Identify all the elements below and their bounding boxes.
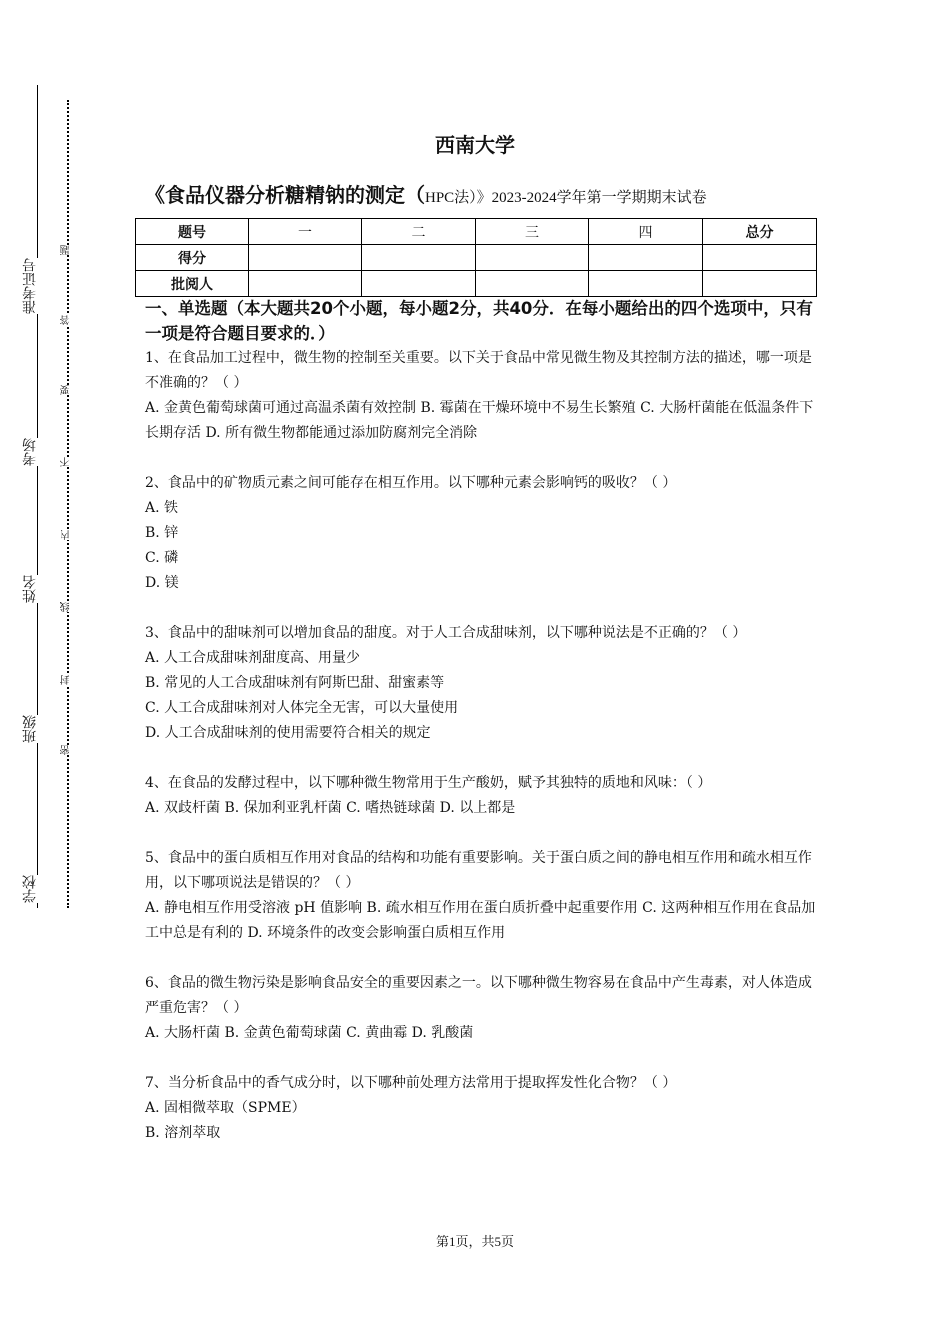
option-b: B. 常见的人工合成甜味剂有阿斯巴甜、甜蜜素等 (145, 675, 445, 691)
question-stem: 4、在食品的发酵过程中，以下哪种微生物常用于生产酸奶，赋予其独特的质地和风味：（ ） (145, 775, 712, 791)
question-stem: 6、食品的微生物污染是影响食品安全的重要因素之一。以下哪种微生物容易在食品中产生毒素，对人体造成严重危害？（ ） (145, 975, 812, 1016)
question-stem: 3、食品中的甜味剂可以增加食品的甜度。对于人工合成甜味剂，以下哪种说法是不正确的？（ ） (145, 625, 747, 641)
course-title (145, 180, 707, 213)
option-c: C. 磷 (145, 550, 179, 566)
question-options: A. 静电相互作用受溶液 pH 值影响 B. 疏水相互作用在蛋白质折叠中起重要作用 C. 这两种相互作用在食品加工中总是有利的 D. 环境条件的改变会影响蛋白质相互作用 (145, 900, 816, 941)
name-label: 姓名 (22, 575, 44, 603)
binding-line (37, 85, 38, 908)
question-1 (145, 346, 820, 446)
school-label: 学校 (22, 875, 44, 903)
seal-char: 要 (61, 385, 75, 395)
option-d: D. 镁 (145, 575, 179, 591)
question-stem: 2、食品中的矿物质元素之间可能存在相互作用。以下哪种元素会影响钙的吸收？（ ） (145, 475, 677, 491)
question-6 (145, 971, 820, 1046)
option-b: B. 溶剂萃取 (145, 1125, 221, 1141)
seal-char: 线 (61, 602, 75, 612)
header-cell: 总分 (703, 219, 817, 245)
question-4 (145, 771, 820, 821)
seal-char: 不 (61, 457, 75, 467)
header-cell: 题号 (136, 219, 249, 245)
score-table (135, 218, 817, 297)
option-a: A. 铁 (145, 500, 179, 516)
header-cell: 三 (476, 219, 589, 245)
option-a: A. 人工合成甜味剂甜度高、用量少 (145, 650, 361, 666)
option-d: D. 人工合成甜味剂的使用需要符合相关的规定 (145, 725, 431, 741)
question-options: A. 大肠杆菌 B. 金黄色葡萄球菌 C. 黄曲霉 D. 乳酸菌 (145, 1025, 474, 1041)
score-cell (362, 245, 476, 271)
reviewer-cell (703, 271, 817, 297)
score-cell (249, 245, 362, 271)
score-cell (476, 245, 589, 271)
seal-char: 密 (61, 745, 75, 755)
course-title-main: 《食品仪器分析糖精钠的测定（ (145, 183, 425, 207)
question-stem: 5、食品中的蛋白质相互作用对食品的结构和功能有重要影响。关于蛋白质之间的静电相互作用和疏水相互作用，以下哪项说法是错误的？（ ） (145, 850, 812, 891)
reviewer-cell (589, 271, 703, 297)
course-title-suffix: HPC法）》2023-2024学年第一学期期末试卷 (425, 190, 707, 206)
option-b: B. 锌 (145, 525, 179, 541)
class-label: 班级 (22, 715, 44, 743)
score-table-header (136, 219, 817, 245)
reviewer-cell (362, 271, 476, 297)
question-5 (145, 846, 820, 946)
reviewer-cell (249, 271, 362, 297)
question-3 (145, 621, 820, 746)
question-options: A. 双歧杆菌 B. 保加利亚乳杆菌 C. 嗜热链球菌 D. 以上都是 (145, 800, 516, 816)
score-cell (589, 245, 703, 271)
reviewer-cell (476, 271, 589, 297)
exam-number-label: 准考证号 (22, 258, 44, 314)
question-stem: 1、在食品加工过程中，微生物的控制至关重要。以下关于食品中常见微生物及其控制方法的描述，哪一项是不准确的？（ ） (145, 350, 812, 391)
seal-char: 答 (61, 315, 75, 325)
question-list (145, 346, 820, 1171)
seal-char: 题 (61, 245, 75, 255)
section-heading: 一、单选题（本大题共20个小题，每小题2分，共40分．在每小题给出的四个选项中，只有一项是符合题目要求的．） (145, 299, 813, 343)
header-cell: 四 (589, 219, 703, 245)
option-c: C. 人工合成甜味剂对人体完全无害，可以大量使用 (145, 700, 459, 716)
question-2 (145, 471, 820, 596)
seal-char: 封 (61, 675, 75, 685)
exam-room-label: 考场 (22, 438, 44, 466)
seal-dotted-line (67, 100, 69, 908)
header-cell: 一 (249, 219, 362, 245)
row-label: 得分 (136, 245, 249, 271)
score-row (136, 245, 817, 271)
question-7 (145, 1071, 820, 1146)
school-title: 西南大学 (435, 133, 515, 157)
question-options: A. 金黄色葡萄球菌可通过高温杀菌有效控制 B. 霉菌在干燥环境中不易生长繁殖 C. 大肠杆菌能在低温条件下长期存活 D. 所有微生物都能通过添加防腐剂完全消除 (145, 400, 814, 441)
row-label: 批阅人 (136, 271, 249, 297)
question-stem: 7、当分析食品中的香气成分时，以下哪种前处理方法常用于提取挥发性化合物？（ ） (145, 1075, 677, 1091)
reviewer-row (136, 271, 817, 297)
score-cell (703, 245, 817, 271)
option-a: A. 固相微萃取（SPME） (145, 1100, 306, 1116)
page-footer: 第1页，共5页 (435, 1234, 514, 1249)
header-cell: 二 (362, 219, 476, 245)
seal-char: 内 (61, 530, 75, 540)
